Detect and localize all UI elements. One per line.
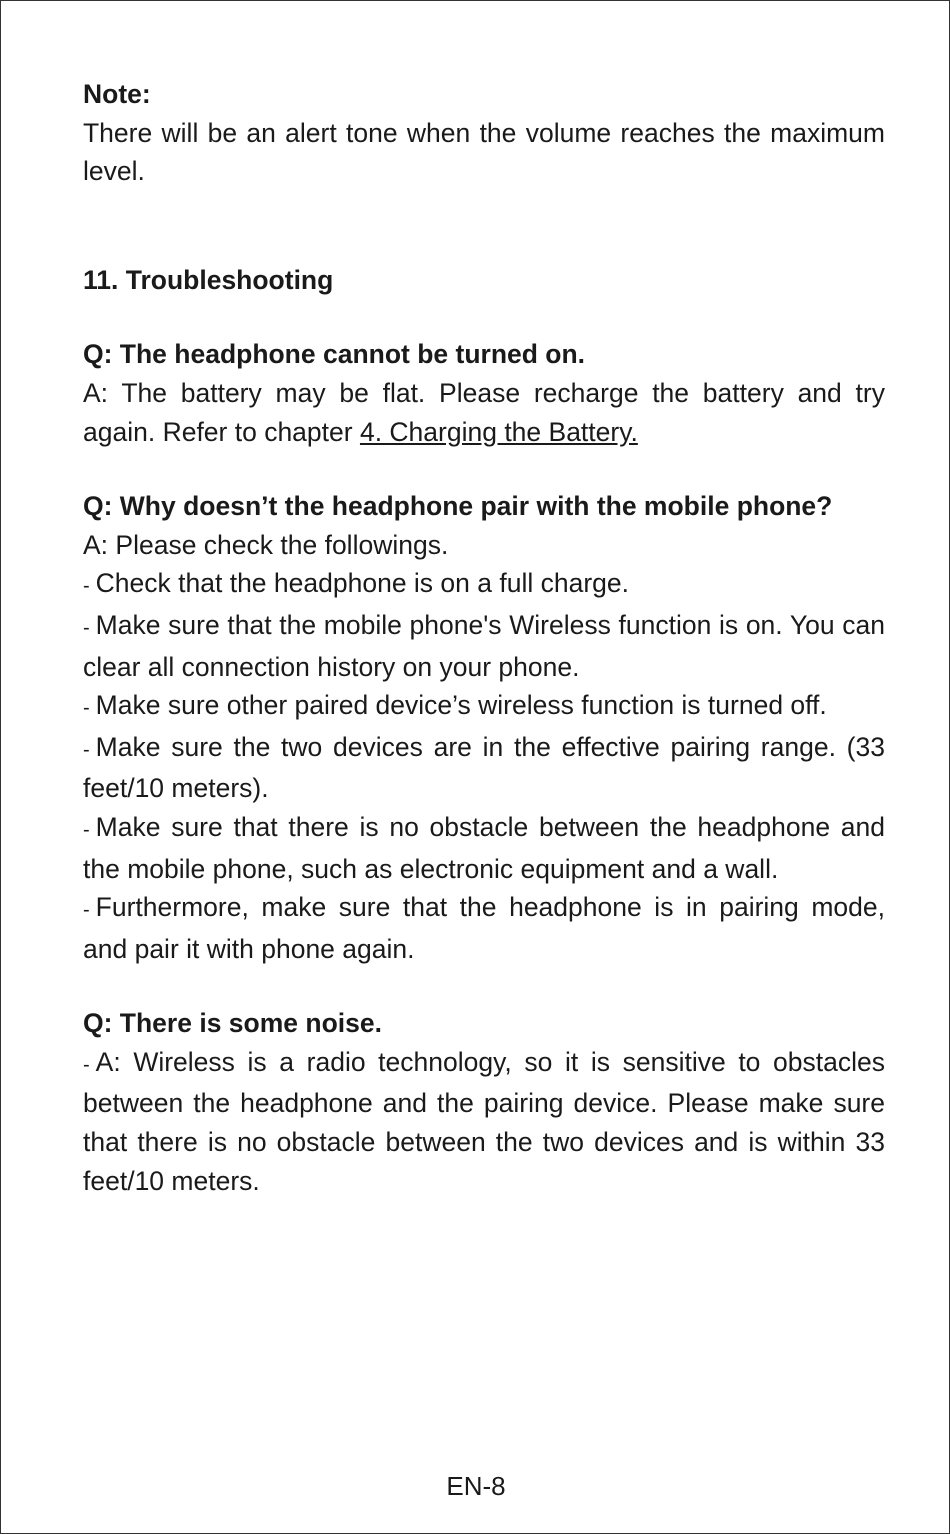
list-item-text: Make sure that there is no obstacle between the headphone and the mobile phone, such as electronic equipment and a wall. (83, 811, 885, 884)
dash-bullet: - (83, 899, 90, 922)
answer-1 (83, 374, 885, 451)
answer-3 (83, 1043, 885, 1200)
dash-bullet: - (83, 1053, 90, 1076)
dash-bullet: - (83, 697, 90, 720)
list-item-text: Check that the headphone is on a full charge. (95, 568, 629, 599)
list-item (83, 564, 885, 606)
dash-bullet: - (83, 616, 90, 639)
question-1: Q: The headphone cannot be turned on. (83, 339, 586, 370)
dash-bullet: - (83, 818, 90, 841)
list-item-text: Furthermore, make sure that the headphone is in pairing mode, and pair it with phone again. (83, 892, 885, 964)
list-item-text: Make sure other paired device’s wireless function is turned off. (95, 690, 827, 721)
answer-2-intro: A: Please check the followings. (83, 529, 449, 560)
page-number: EN-8 (446, 1471, 506, 1501)
section-title: 11. Troubleshooting (83, 264, 334, 295)
list-item (83, 728, 885, 808)
dash-bullet: - (83, 575, 90, 598)
question-2: Q: Why doesn’t the headphone pair with the mobile phone? (83, 491, 833, 522)
list-item (83, 686, 885, 728)
question-3: Q: There is some noise. (83, 1008, 382, 1039)
answer-1-text: A: The battery may be flat. Please recharge the battery and try again. Refer to chapter (83, 377, 885, 447)
list-item-text: Make sure the two devices are in the effective pairing range. (33 feet/10 meters). (83, 731, 885, 804)
answer-3-text: A: Wireless is a radio technology, so it is sensitive to obstacles between the headphone and the pairing device. Please make sure that there is no obstacle between the two devices and is within 33 feet/10 meters. (83, 1046, 885, 1196)
note-heading: Note: (83, 79, 151, 109)
chapter-reference-link[interactable]: 4. Charging the Battery. (359, 416, 638, 447)
note-text: There will be an alert tone when the volume reaches the maximum level. (83, 117, 885, 187)
list-item (83, 888, 885, 968)
list-item-text: Make sure that the mobile phone's Wireless function is on. You can clear all connection history on your phone. (83, 609, 885, 682)
page-content (83, 75, 885, 1200)
dash-bullet: - (83, 738, 90, 761)
list-item (83, 606, 885, 686)
list-item (83, 808, 885, 888)
